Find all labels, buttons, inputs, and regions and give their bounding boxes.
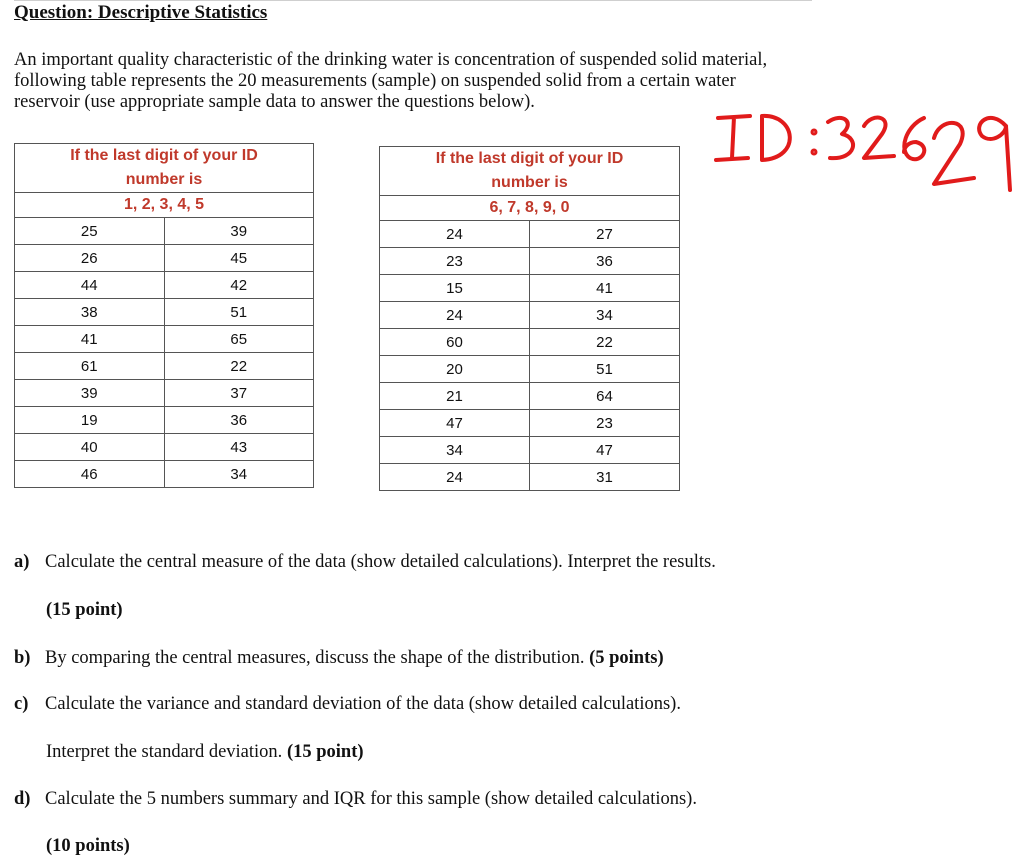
- question-b-text: By comparing the central measures, discuss the shape of the distribution.: [45, 648, 585, 668]
- table-cell: 15: [380, 275, 530, 302]
- table-cell: 51: [530, 356, 680, 383]
- table-row: [15, 272, 314, 299]
- table-cell: 60: [380, 329, 530, 356]
- table-row: [15, 461, 314, 488]
- table-cell: 65: [164, 326, 314, 353]
- table-row: [15, 380, 314, 407]
- question-b: [14, 648, 664, 669]
- table-row: [15, 434, 314, 461]
- table-left-header-line2: number is: [125, 171, 203, 188]
- table-row: [380, 248, 680, 275]
- measurements-table-right: [379, 146, 680, 491]
- table-cell: 43: [164, 434, 314, 461]
- table-row: [380, 464, 680, 491]
- table-cell: 24: [380, 464, 530, 491]
- question-c-points: (15 point): [286, 742, 364, 762]
- table-cell: 19: [15, 407, 165, 434]
- table-cell: 39: [15, 380, 165, 407]
- top-rule: [14, 0, 812, 1]
- question-d: [14, 789, 697, 810]
- table-cell: 27: [530, 221, 680, 248]
- table-cell: 44: [15, 272, 165, 299]
- question-c-continuation: [46, 742, 364, 763]
- question-d-label: d): [14, 789, 31, 809]
- table-cell: 37: [164, 380, 314, 407]
- question-c-text2: Interpret the standard deviation.: [46, 742, 283, 762]
- question-d-points: [46, 836, 130, 857]
- table-cell: 64: [530, 383, 680, 410]
- table-row: [15, 218, 314, 245]
- table-cell: 40: [15, 434, 165, 461]
- question-a-points: [46, 600, 123, 621]
- question-c-text: Calculate the variance and standard deviation of the data (show detailed calculations).: [45, 694, 681, 714]
- table-cell: 26: [15, 245, 165, 272]
- table-cell: 23: [380, 248, 530, 275]
- table-row: [380, 410, 680, 437]
- table-cell: 46: [15, 461, 165, 488]
- table-cell: 25: [15, 218, 165, 245]
- table-row: [15, 353, 314, 380]
- table-cell: 20: [380, 356, 530, 383]
- measurements-table-left: [14, 143, 314, 488]
- table-cell: 24: [380, 221, 530, 248]
- table-cell: 39: [164, 218, 314, 245]
- page-title: Question: Descriptive Statistics: [14, 2, 268, 23]
- question-a-label: a): [14, 552, 30, 572]
- table-row: [380, 221, 680, 248]
- table-left-header: [15, 144, 314, 193]
- table-right-header: [380, 147, 680, 196]
- table-cell: 36: [530, 248, 680, 275]
- table-cell: 41: [530, 275, 680, 302]
- table-cell: 31: [530, 464, 680, 491]
- table-cell: 45: [164, 245, 314, 272]
- question-c-label: c): [14, 694, 29, 714]
- table-cell: 47: [380, 410, 530, 437]
- table-row: [15, 407, 314, 434]
- table-left-header-line1: If the last digit of your ID: [70, 147, 258, 164]
- table-row: [380, 356, 680, 383]
- question-a-text: Calculate the central measure of the data (show detailed calculations). Interpret the results.: [45, 552, 716, 572]
- handwritten-id-annotation: [710, 104, 1018, 196]
- table-cell: 34: [530, 302, 680, 329]
- table-cell: 51: [164, 299, 314, 326]
- table-cell: 38: [15, 299, 165, 326]
- table-cell: 23: [530, 410, 680, 437]
- table-cell: 22: [164, 353, 314, 380]
- table-cell: 34: [164, 461, 314, 488]
- table-cell: 21: [380, 383, 530, 410]
- question-b-points: (5 points): [589, 648, 664, 668]
- table-cell: 42: [164, 272, 314, 299]
- question-c: [14, 694, 681, 715]
- question-b-label: b): [14, 648, 31, 668]
- table-cell: 41: [15, 326, 165, 353]
- question-d-text: Calculate the 5 numbers summary and IQR for this sample (show detailed calculations).: [45, 789, 697, 809]
- handwritten-id-drawing: [710, 104, 1018, 196]
- table-right-digits: 6, 7, 8, 9, 0: [380, 196, 680, 221]
- table-cell: 47: [530, 437, 680, 464]
- table-cell: 22: [530, 329, 680, 356]
- table-row: [15, 245, 314, 272]
- table-left-digits: 1, 2, 3, 4, 5: [15, 193, 314, 218]
- table-row: [380, 275, 680, 302]
- table-row: [380, 329, 680, 356]
- table-row: [380, 302, 680, 329]
- intro-paragraph: An important quality characteristic of the drinking water is concentration of suspended solid material, following table represents the 20 measurements (sample) on suspended solid from a certain water reservoir (use appropriate sample data to answer the questions below).: [14, 50, 768, 112]
- table-cell: 36: [164, 407, 314, 434]
- table-right-header-line1: If the last digit of your ID: [435, 150, 624, 167]
- table-row: [15, 326, 314, 353]
- question-a: [14, 552, 716, 573]
- question-a-points-text: (15 point): [46, 600, 123, 620]
- table-right-header-line2: number is: [491, 174, 568, 191]
- question-d-points-text: (10 points): [46, 836, 130, 856]
- table-row: [380, 383, 680, 410]
- table-cell: 34: [380, 437, 530, 464]
- table-row: [15, 299, 314, 326]
- table-cell: 24: [380, 302, 530, 329]
- table-cell: 61: [15, 353, 165, 380]
- table-row: [380, 437, 680, 464]
